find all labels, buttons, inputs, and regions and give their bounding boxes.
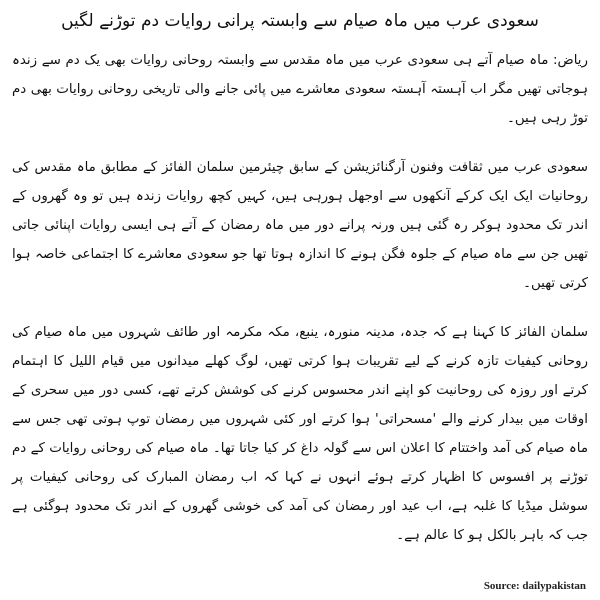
article-paragraph-3: سلمان الفائز کا کہنا ہے کہ جدہ، مدینہ منورہ، ینبع، مکہ مکرمہ اور طائف شہروں میں ماہ صیام کی روحانی کیفیات تازہ کرنے کے لیے تقریبات ہوا کرتی تھیں، لوگ کھلے میدانوں میں قیام اللیل کا اہتمام کرتے اور روزہ کی روحانیت کو اپنے اندر محسوس کرنے کی کوشش کرتے تھے، کسی دور میں سحری کے اوقات میں بیدار کرنے والے 'مسحراتی' ہوا کرتے اور کئی شہروں میں رمضان توپ ہوتی تھی جس سے ماہ صیام کی آمد واختتام کا اعلان اس سے گولہ داغ کر کیا جاتا تھا۔ ماہ صیام کی روحانی روایات کے دم توڑنے پر افسوس کا اظہار کرتے ہوئے انہوں نے کہا کہ اب رمضان المبارک کی روحانی کیفیات پر سوشل میڈیا کا غلبہ ہے، اب عید اور رمضان کی آمد کی خوشی گھروں کے اندر تک محدود ہوگئی ہے جب کہ باہر بالکل ہو کا عالم ہے۔ xyxy=(12,325,588,543)
article-title: سعودی عرب میں ماہ صیام سے وابستہ پرانی روایات دم توڑنے لگیں xyxy=(61,11,539,31)
source-credit: Source: dailypakistan xyxy=(483,580,586,592)
article-paragraph-2: سعودی عرب میں ثقافت وفنون آرگنائزیشن کے سابق چیئرمین سلمان الفائز کے مطابق ماہ مقدس کی روحانیات ایک ایک کرکے آنکھوں سے اوجھل ہورہی ہیں، کہیں کچھ روایات زندہ ہیں تو وہ گھروں کے اندر تک محدود ہوکر رہ گئی ہیں ورنہ پرانے دور میں ماہ رمضان کے آتے ہی ایسی روایات اپنائی جاتی تھیں جن سے ماہ صیام کے جلوہ فگن ہونے کا اندازہ ہوتا تھا جو سعودی معاشرے کا اجتماعی خاصہ ہوا کرتی تھیں۔ xyxy=(12,160,588,291)
article-paragraph-1: ریاض: ماہ صیام آتے ہی سعودی عرب میں ماہ مقدس سے وابستہ روحانی روایات بھی یک دم سے زندہ ہوجاتی تھیں مگر اب آہستہ آہستہ سعودی معاشرے میں پائی جانے والی تاریخی روحانی روایات بھی دم توڑ رہی ہیں۔ xyxy=(12,53,588,126)
